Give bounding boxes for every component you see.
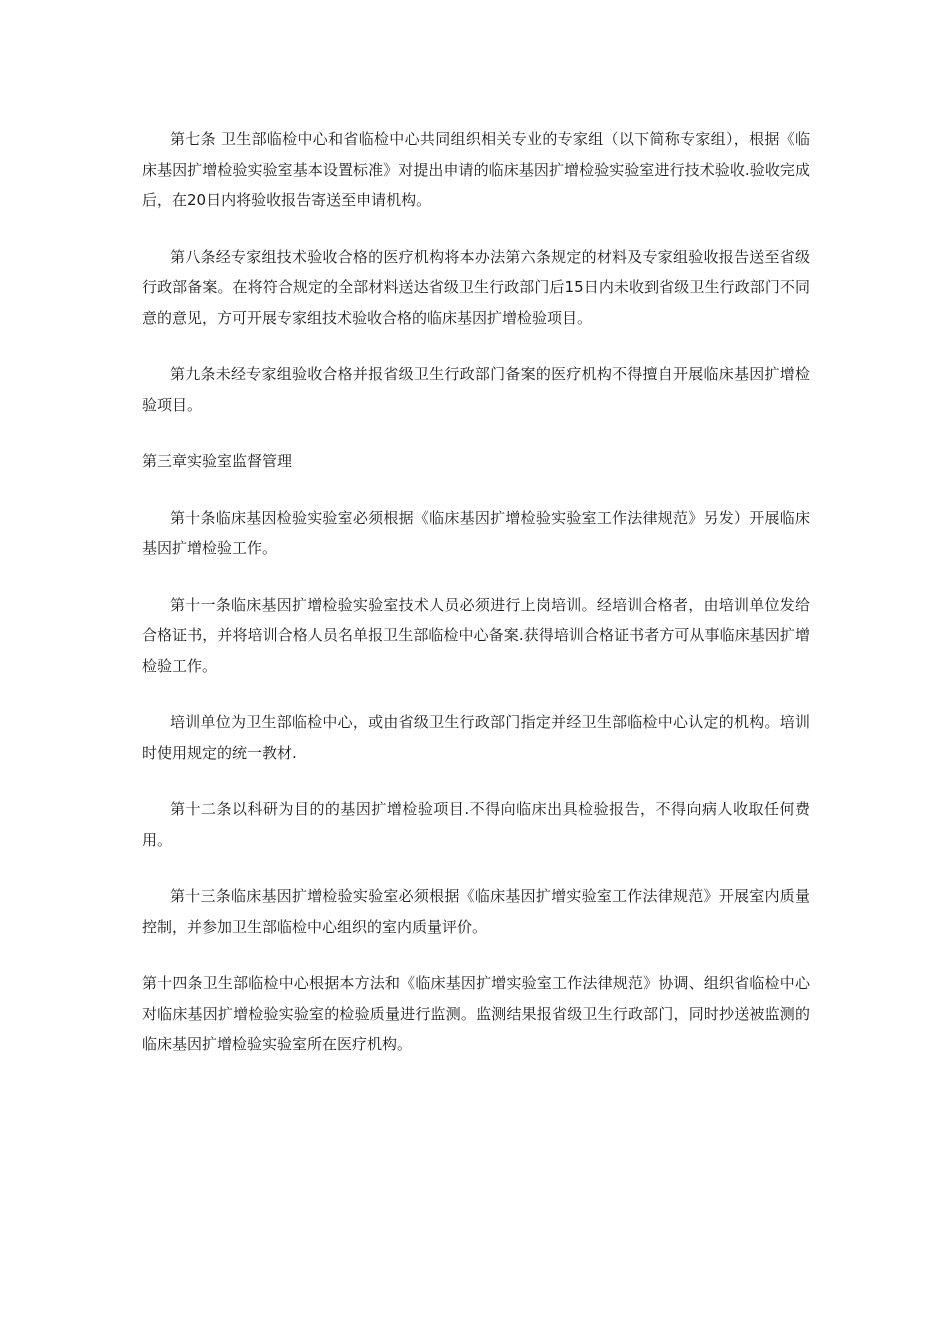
article-11-paragraph: 第十一条临床基因扩增检验实验室技术人员必须进行上岗培训。经培训合格者，由培训单位发给合格证书，并将培训合格人员名单报卫生部临检中心备案.获得培训合格证书者方可从事临床基因扩增检验工作。 bbox=[142, 595, 810, 675]
article-12-paragraph: 第十二条以科研为目的的基因扩增检验项目.不得向临床出具检验报告，不得向病人收取任何费用。 bbox=[142, 800, 810, 849]
article-14-paragraph: 第十四条卫生部临检中心根据本方法和《临床基因扩增实验室工作法律规范》协调、组织省临检中心对临床基因扩增检验实验室的检验质量进行监测。监测结果报省级卫生行政部门，同时抄送被监测的临床基因扩增检验实验室所在医疗机构。 bbox=[142, 974, 810, 1053]
article-9-paragraph: 第九条未经专家组验收合格并报省级卫生行政部门备案的医疗机构不得擅自开展临床基因扩增检验项目。 bbox=[142, 365, 810, 414]
article-13-paragraph: 第十三条临床基因扩增检验实验室必须根据《临床基因扩增实验室工作法律规范》开展室内质量控制，并参加卫生部临检中心组织的室内质量评价。 bbox=[142, 887, 810, 936]
document-page bbox=[142, 124, 810, 1086]
article-7-paragraph: 第七条 卫生部临检中心和省临检中心共同组织相关专业的专家组（以下简称专家组），根据《临床基因扩增检验实验室基本设置标准》对提出申请的临床基因扩增检验实验室进行技术验收.验收完成后，在20日内将验收报告寄送至申请机构。 bbox=[142, 130, 810, 209]
article-10-paragraph: 第十条临床基因检验实验室必须根据《临床基因扩增检验实验室工作法律规范》另发）开展临床基因扩增检验工作。 bbox=[142, 508, 810, 557]
training-unit-paragraph: 培训单位为卫生部临检中心，或由省级卫生行政部门指定并经卫生部临检中心认定的机构。培训时使用规定的统一教材. bbox=[142, 713, 810, 762]
chapter-3-heading: 第三章实验室监督管理 bbox=[142, 452, 293, 470]
article-8-paragraph: 第八条经专家组技术验收合格的医疗机构将本办法第六条规定的材料及专家组验收报告送至省级行政部备案。在将符合规定的全部材料送达省级卫生行政部门后15日内未收到省级卫生行政部门不同意的意见，方可开展专家组技术验收合格的临床基因扩增检验项目。 bbox=[142, 247, 810, 327]
